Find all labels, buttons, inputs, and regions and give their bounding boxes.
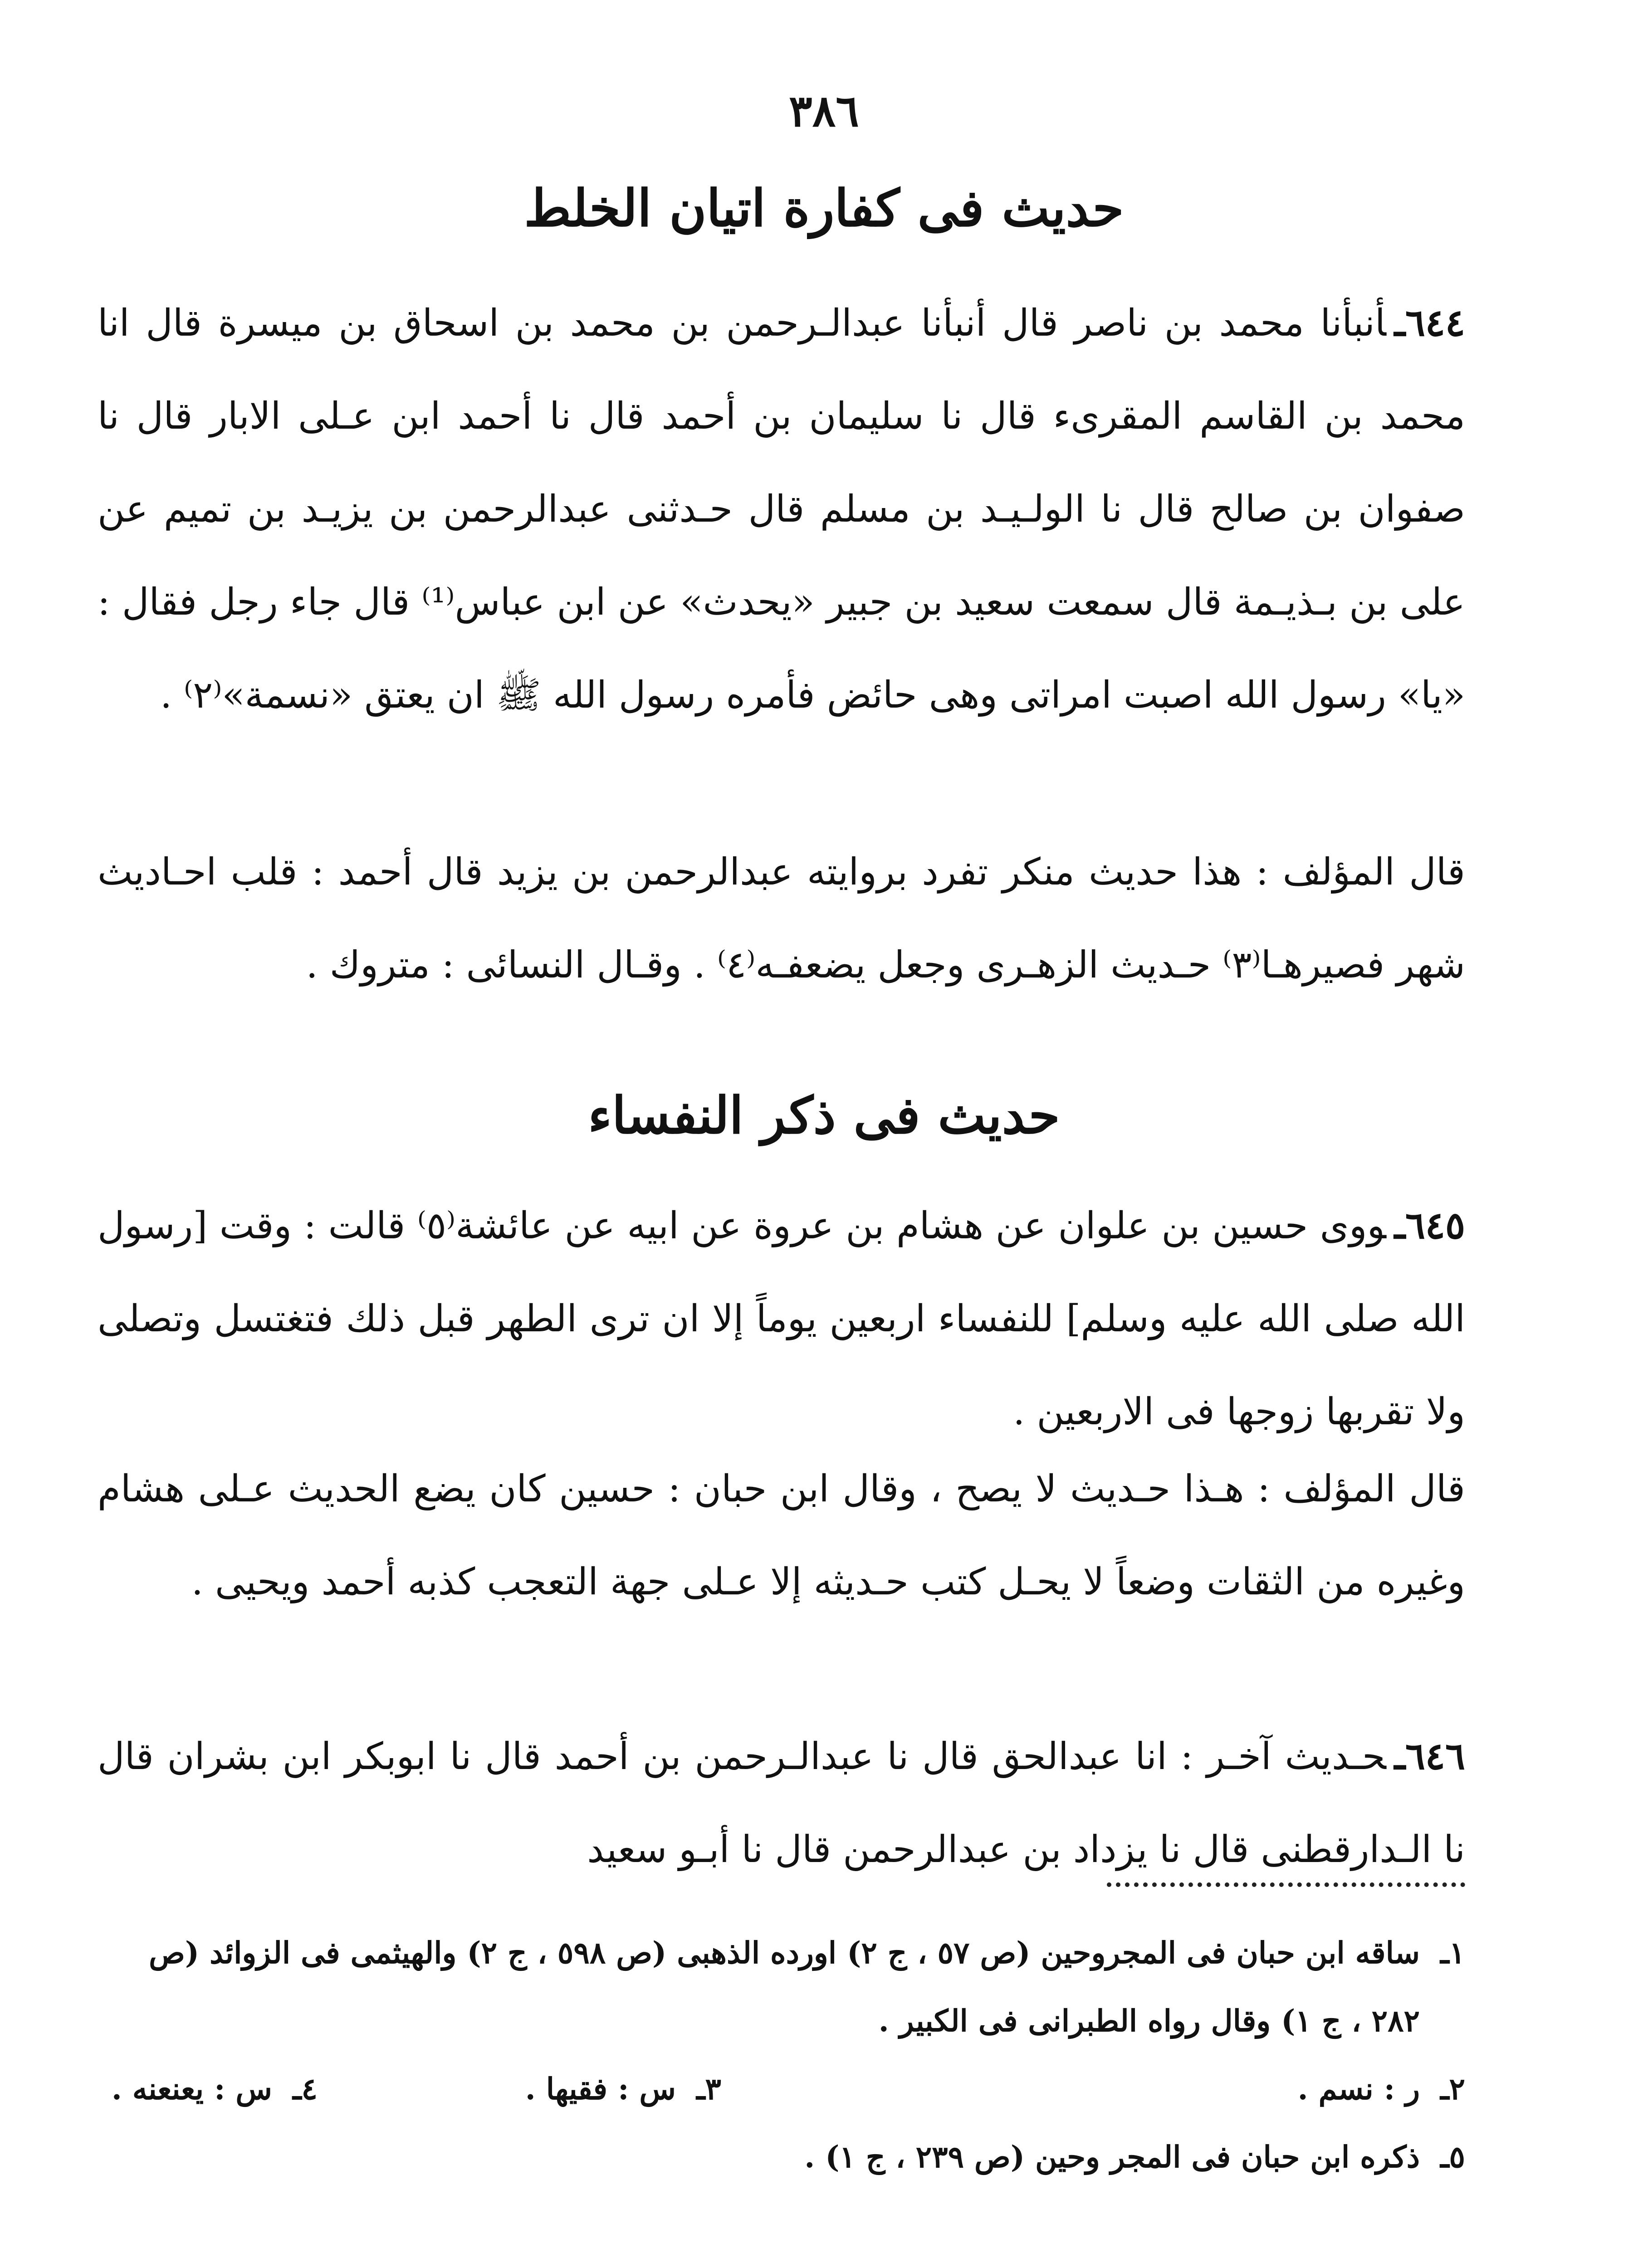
author-commentary <box>98 826 1465 1012</box>
section-heading: حديث فى ذكر النفساء <box>588 1086 1060 1145</box>
footnote-text: ر : نسم . <box>1297 2071 1420 2107</box>
hadith-paragraph <box>98 277 1465 742</box>
footnotes <box>98 1919 1465 2191</box>
footnote-separator <box>1107 1882 1465 1887</box>
footnote-marker: ٣ـ <box>696 2071 721 2107</box>
hadith-text: أنبأنا محمد بن ناصر قال أنبأنا عبدالـرحمن بن محمد بن اسحاق بن ميسرة قال انا محمد بن القاسم المقرىء قال نا سليمان بن أحمد قال نا أحمد ابن عـلى الابار قال نا صفوان بن صالح قال نا الولـيـد بن مسلم قال حـدثنى عبدالرحمن بن يزيـد بن تميم عن على بن بـذيـمة قال سمعت سعيد بن جبير «يحدث» عن ابن عباس⁽¹⁾ قال جاء رجل فقال : «يا» رسول الله اصبت امراتى وهى حائض فأمره رسول الله ﷺ ان يعتق «نسمة»⁽٢⁾ . <box>98 302 1465 717</box>
hadith-number: ٦٤٦ـ <box>1394 1735 1465 1778</box>
footnote-2 <box>785 2055 1465 2123</box>
footnote-3 <box>381 2055 721 2123</box>
footnote-5 <box>98 2123 1465 2191</box>
footnote-row <box>98 2055 1465 2123</box>
hadith-text: حـديث آخـر : انا عبدالحق قال نا عبدالـرحمن بن أحمد قال نا ابوبكر ابن بشران قال نا الـدارقطنى قال نا يزداد بن عبدالرحمن قال نا أبـو سعيد <box>98 1735 1465 1871</box>
footnote-marker: ١ـ <box>1440 1935 1465 1970</box>
section-heading: حديث فى كفارة اتيان الخلط <box>524 179 1124 238</box>
footnote-text: س : يعنعنه . <box>111 2071 272 2107</box>
commentary-text: قال المؤلف : هـذا حـديث لا يصح ، وقال ابن حبان : حسين كان يضع الحديث عـلى هشام وغيره من الثقات وضعاً لا يحـل كتب حـديثه إلا عـلى جهة التعجب كذبه أحمد ويحيى . <box>98 1467 1465 1603</box>
author-commentary <box>98 1442 1465 1628</box>
footnote-4 <box>112 2055 318 2123</box>
hadith-number: ٦٤٥ـ <box>1394 1204 1465 1247</box>
footnote-text: ساقه ابن حبان فى المجروحين (ص ٥٧ ، ج ٢) اورده الذهبى (ص ٥٩٨ ، ج ٢) والهيثمى فى الزوائد (ص ٢٨٢ ، ج ١) وقال رواه الطبرانى فى الكبير . <box>149 1935 1420 2038</box>
commentary-text: قال المؤلف : هذا حديث منكر تفرد بروايته عبدالرحمن بن يزيد قال أحمد : قلب احـاديث شهر فصيرهـا⁽٣⁾ حـديث الزهـرى وجعل يضعفـه⁽٤⁾ . وقـال النسائى : متروك . <box>98 850 1465 987</box>
hadith-paragraph <box>98 1179 1465 1458</box>
page-number: ٣٨٦ <box>789 85 859 137</box>
hadith-text: ووى حسين بن علوان عن هشام بن عروة عن ابيه عن عائشة⁽٥⁾ قالت : وقت [رسول الله صلى الله عليه وسلم] للنفساء اربعين يوماً إلا ان ترى الطهر قبل ذلك فتغتسل وتصلى ولا تقربها زوجها فى الاربعين . <box>98 1204 1465 1433</box>
footnote-marker: ٢ـ <box>1440 2071 1465 2107</box>
footnote-text: ذكره ابن حبان فى المجر وحين (ص ٢٣٩ ، ج ١) . <box>804 2139 1420 2175</box>
hadith-number: ٦٤٤ـ <box>1394 301 1465 345</box>
footnote-marker: ٥ـ <box>1440 2139 1465 2175</box>
footnote-text: س : فقيها . <box>525 2071 676 2107</box>
footnote-marker: ٤ـ <box>293 2071 318 2107</box>
footnote-1 <box>98 1919 1465 2055</box>
hadith-paragraph <box>98 1710 1465 1896</box>
